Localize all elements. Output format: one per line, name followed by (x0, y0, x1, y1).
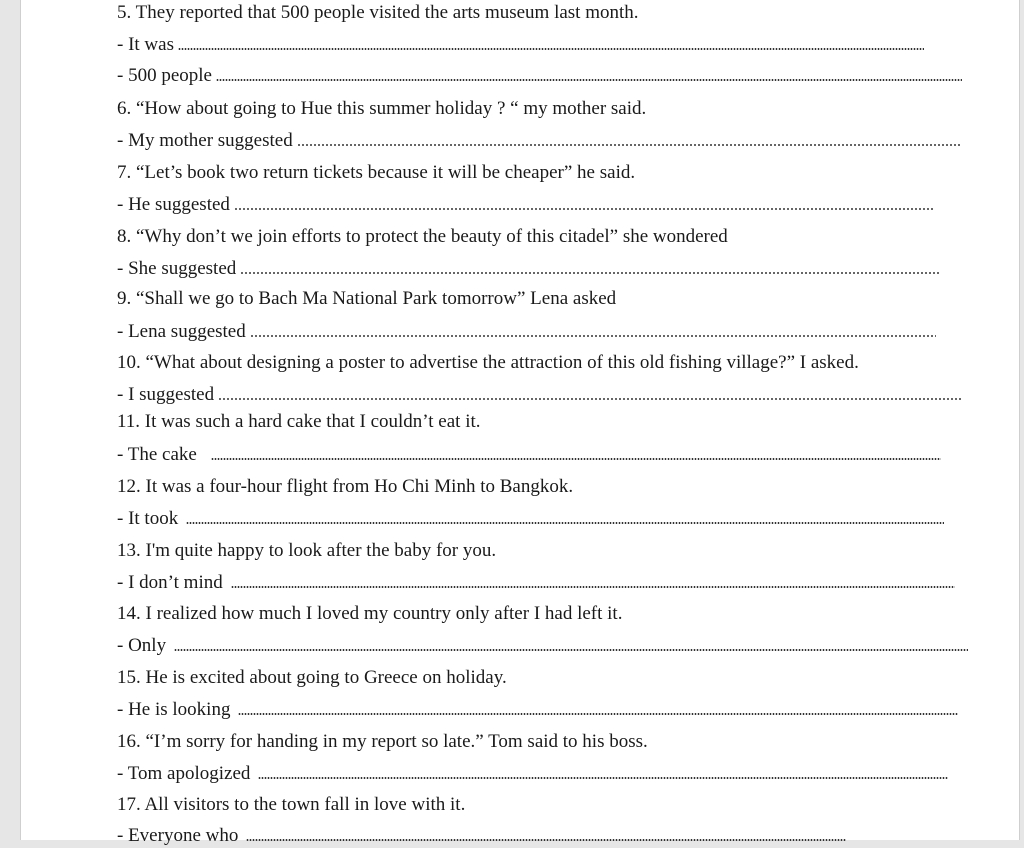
question-17: 17. All visitors to the town fall in love with it. (117, 794, 466, 815)
answer-blank[interactable] (178, 48, 924, 50)
answer-blank[interactable] (234, 208, 934, 210)
answer-line-6 (117, 129, 960, 153)
question-5: 5. They reported that 500 people visited the arts museum last month. (117, 2, 639, 23)
question-6: 6. “How about going to Hue this summer holiday ? “ my mother said. (117, 98, 647, 119)
answer-line-16 (117, 762, 948, 786)
answer-line-9 (117, 320, 936, 344)
answer-blank[interactable] (216, 79, 962, 81)
answer-blank[interactable] (238, 713, 958, 715)
answer-line-7 (117, 193, 934, 217)
answer-line-5b (117, 64, 962, 88)
answer-prompt: - Tom apologized (117, 763, 251, 784)
answer-line-17 (117, 824, 846, 848)
answer-prompt: - 500 people (117, 65, 212, 86)
question-9: 9. “Shall we go to Bach Ma National Park tomorrow” Lena asked (117, 288, 617, 309)
answer-prompt: - I don’t mind (117, 572, 223, 593)
document-page (20, 0, 1020, 846)
answer-prompt: - He suggested (117, 194, 230, 215)
question-8: 8. “Why don’t we join efforts to protect the beauty of this citadel” she wondered (117, 226, 728, 247)
answer-blank[interactable] (231, 586, 955, 588)
question-15: 15. He is excited about going to Greece on holiday. (117, 667, 507, 688)
answer-blank[interactable] (250, 335, 936, 337)
question-11: 11. It was such a hard cake that I couldn’t eat it. (117, 411, 481, 432)
answer-blank[interactable] (174, 649, 968, 651)
answer-prompt: - She suggested (117, 258, 237, 279)
answer-prompt: - My mother suggested (117, 130, 293, 151)
answer-line-11 (117, 443, 941, 467)
question-13: 13. I'm quite happy to look after the baby for you. (117, 540, 497, 561)
answer-line-8 (117, 257, 940, 281)
answer-prompt: - The cake (117, 444, 197, 465)
answer-prompt: - He is looking (117, 699, 231, 720)
answer-blank[interactable] (258, 777, 948, 779)
answer-blank[interactable] (297, 144, 960, 146)
question-10: 10. “What about designing a poster to advertise the attraction of this old fishing village?” I asked. (117, 352, 859, 373)
question-14: 14. I realized how much I loved my country only after I had left it. (117, 603, 623, 624)
answer-blank[interactable] (218, 398, 962, 400)
answer-prompt: - Everyone who (117, 825, 239, 846)
answer-prompt: - It took (117, 508, 179, 529)
answer-prompt: - I suggested (117, 384, 215, 405)
question-7: 7. “Let’s book two return tickets because it will be cheaper” he said. (117, 162, 636, 183)
answer-blank[interactable] (211, 458, 941, 460)
answer-line-15 (117, 698, 958, 722)
answer-blank[interactable] (246, 839, 846, 841)
answer-prompt: - It was (117, 34, 174, 55)
answer-prompt: - Only (117, 635, 167, 656)
question-16: 16. “I’m sorry for handing in my report so late.” Tom said to his boss. (117, 731, 648, 752)
answer-line-13 (117, 571, 955, 595)
answer-blank[interactable] (186, 522, 944, 524)
answer-prompt: - Lena suggested (117, 321, 246, 342)
answer-line-10 (117, 383, 962, 407)
answer-blank[interactable] (240, 272, 940, 274)
answer-line-14 (117, 634, 968, 658)
answer-line-12 (117, 507, 944, 531)
answer-line-5a (117, 33, 924, 57)
question-12: 12. It was a four-hour flight from Ho Chi Minh to Bangkok. (117, 476, 574, 497)
